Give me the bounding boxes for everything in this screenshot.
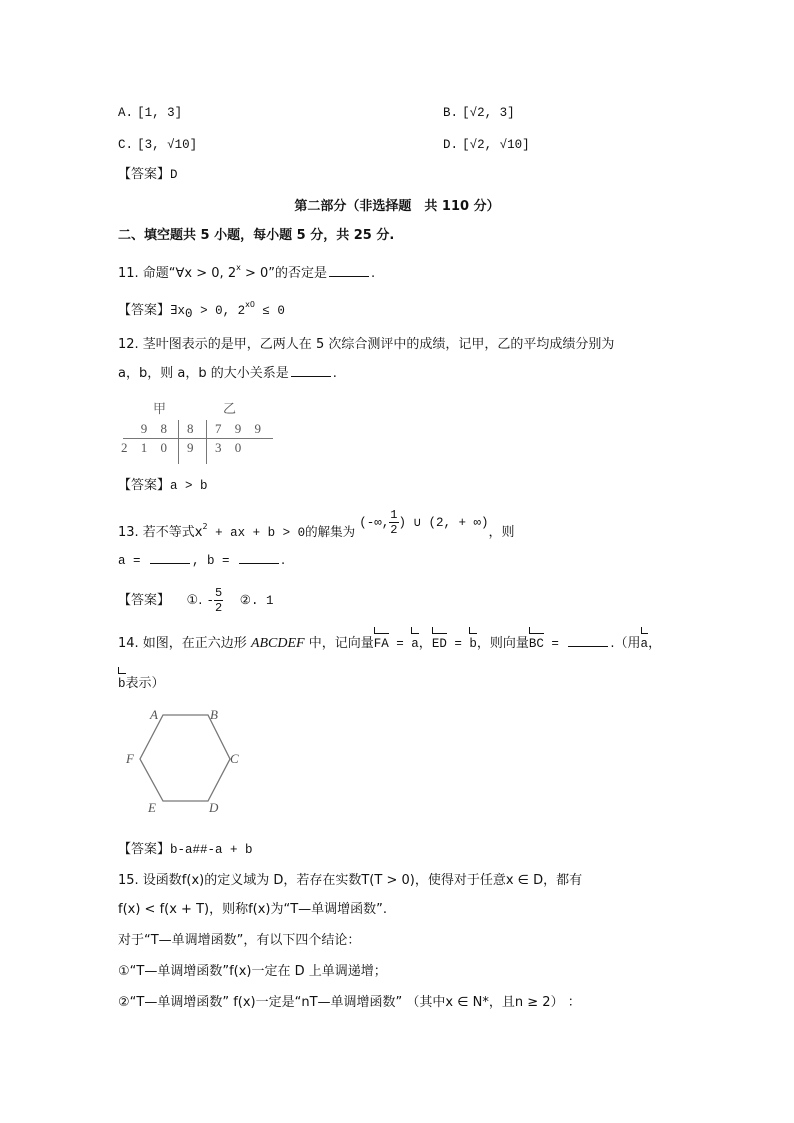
question-12-line2 <box>118 364 337 383</box>
vertex-e: E <box>148 800 156 815</box>
q-text: 14. 如图，在正六边形 <box>118 636 251 651</box>
question-13-line1 <box>118 508 515 548</box>
left-header: 甲 <box>153 401 167 416</box>
answer-text: > 0, 2 <box>192 304 246 318</box>
answer-14 <box>118 841 253 859</box>
q-text: ， <box>648 636 662 651</box>
question-14-line2 <box>118 675 165 693</box>
right-header: 乙 <box>223 401 237 416</box>
stem-leaf-plot <box>120 398 280 468</box>
leaf-left: 2 1 0 <box>121 440 172 455</box>
interval-part: ) ∪ (2, + ∞) <box>398 516 489 530</box>
answer-blank <box>329 264 369 277</box>
option-label: C. <box>118 138 134 152</box>
q-text: .（用 <box>610 636 641 651</box>
vertical-rule <box>206 420 207 464</box>
answer-text: ≤ 0 <box>254 304 285 318</box>
vector-ed: ED <box>431 637 447 651</box>
q-text: . <box>371 266 376 281</box>
q-text: ，则 <box>488 525 515 540</box>
option-label: D. <box>443 138 459 152</box>
section-title: 第二部分（非选择题 共 110 分） <box>294 199 500 214</box>
hexagon-shape <box>118 705 248 815</box>
fraction <box>214 586 223 615</box>
option-c <box>118 136 197 154</box>
answer-value: b-a##-a + b <box>170 843 253 857</box>
section-heading: 二、填空题共 5 小题，每小题 5 分，共 25 分. <box>118 228 395 243</box>
q-text: ，则向量 <box>476 636 529 651</box>
q-text: ， <box>418 636 432 651</box>
answer-13 <box>118 585 273 617</box>
q-sup: x <box>236 263 241 272</box>
vector-fa: FA <box>373 637 389 651</box>
q-text: . <box>281 553 286 568</box>
answer-sub: 0 <box>185 307 193 321</box>
q-text: , b = <box>192 554 238 568</box>
vertex-d: D <box>209 800 219 815</box>
option-value: [√2, 3] <box>462 106 515 120</box>
vertex-a: A <box>150 707 158 722</box>
option-value: [3, √10] <box>137 138 198 152</box>
q-text: 表示） <box>125 676 165 691</box>
q-text: = <box>388 637 412 651</box>
q-text: = <box>543 637 567 651</box>
answer-label: 【答案】 <box>118 842 171 857</box>
question-15-line2: f(x) < f(x + T)，则称f(x)为“T—单调增函数”. <box>118 902 388 917</box>
answer-blank <box>150 551 190 564</box>
numerator: 5 <box>215 586 223 600</box>
question-15-statement-1: ①“T—单调增函数”f(x)一定在 D 上单调递增； <box>118 964 387 979</box>
leaf-left: 9 8 <box>140 421 172 436</box>
option-value: [1, 3] <box>137 106 183 120</box>
q-text: 中，记向量 <box>304 636 374 651</box>
answer-text: ①. <box>186 593 203 608</box>
option-a <box>118 104 182 122</box>
numerator: 1 <box>390 508 398 523</box>
question-15-statement-2: ②“T—单调增函数” f(x)一定是“nT—单调增函数” （其中x ∈ N*，且n ≥ 2） ： <box>118 995 581 1010</box>
answer-10 <box>118 166 178 184</box>
question-11 <box>118 259 375 283</box>
q-text: 11. 命题“∀x > 0, 2 <box>118 266 237 281</box>
vector-bc: BC <box>528 637 544 651</box>
vertex-b: B <box>210 707 218 722</box>
vector-b: b <box>469 637 477 651</box>
question-15-line1: 15. 设函数f(x)的定义域为 D，若存在实数T(T > 0)，使得对于任意x ∈ D，都有 <box>118 873 583 888</box>
answer-blank <box>291 364 331 377</box>
q-text: + ax + b > 0的解集为 <box>207 526 356 540</box>
q-text: > 0”的否定是 <box>240 266 327 281</box>
answer-text: ∃x <box>170 304 186 318</box>
q-text: = <box>446 637 470 651</box>
q-text: a = <box>118 554 149 568</box>
answer-label: 【答案】 <box>118 167 171 182</box>
question-14-line1 <box>118 634 661 653</box>
option-label: A. <box>118 106 134 120</box>
option-d <box>443 136 530 154</box>
answer-text: ②. 1 <box>239 594 274 608</box>
denominator: 2 <box>215 601 223 615</box>
stem: 8 <box>187 421 194 436</box>
hexagon-name: ABCDEF <box>250 636 305 651</box>
answer-sup: x0 <box>245 300 255 309</box>
vertex-c: C <box>230 751 239 766</box>
answer-value: D <box>170 168 178 182</box>
answer-value: a > b <box>170 479 208 493</box>
denominator: 2 <box>390 523 398 538</box>
q-text: . <box>332 366 337 381</box>
vertex-f: F <box>126 751 134 766</box>
question-13-line2 <box>118 551 285 570</box>
answer-blank <box>568 634 608 647</box>
hexagon-figure <box>118 705 248 815</box>
answer-11 <box>118 296 285 323</box>
answer-blank <box>239 551 279 564</box>
q-text: 13. 若不等式x <box>118 525 203 540</box>
answer-label: 【答案】 <box>118 478 171 493</box>
vector-a: a <box>411 637 419 651</box>
answer-12 <box>118 477 208 495</box>
solution-interval <box>359 508 489 538</box>
vertical-rule <box>178 420 179 464</box>
q-text: a，b，则 a，b 的大小关系是 <box>118 366 289 381</box>
option-value: [√2, √10] <box>462 138 530 152</box>
option-b <box>443 104 515 122</box>
interval-part: (-∞, <box>359 516 390 530</box>
fraction <box>389 508 398 537</box>
q-sup: 2 <box>202 522 208 531</box>
question-12-line1: 12. 茎叶图表示的是甲，乙两人在 5 次综合测评中的成绩，记甲，乙的平均成绩分别为 <box>118 337 615 352</box>
answer-label: 【答案】 <box>118 593 171 608</box>
question-15-line3: 对于“T—单调增函数”，有以下四个结论： <box>118 933 361 948</box>
horizontal-rule <box>123 438 273 439</box>
leaf-right: 7 9 9 <box>215 421 266 436</box>
stem: 9 <box>187 440 194 455</box>
answer-label: 【答案】 <box>118 303 171 318</box>
vector-a: a <box>640 637 649 651</box>
vector-b: b <box>118 677 126 691</box>
option-label: B. <box>443 106 459 120</box>
leaf-right: 3 0 <box>215 440 247 455</box>
minus-sign: - <box>206 594 214 608</box>
